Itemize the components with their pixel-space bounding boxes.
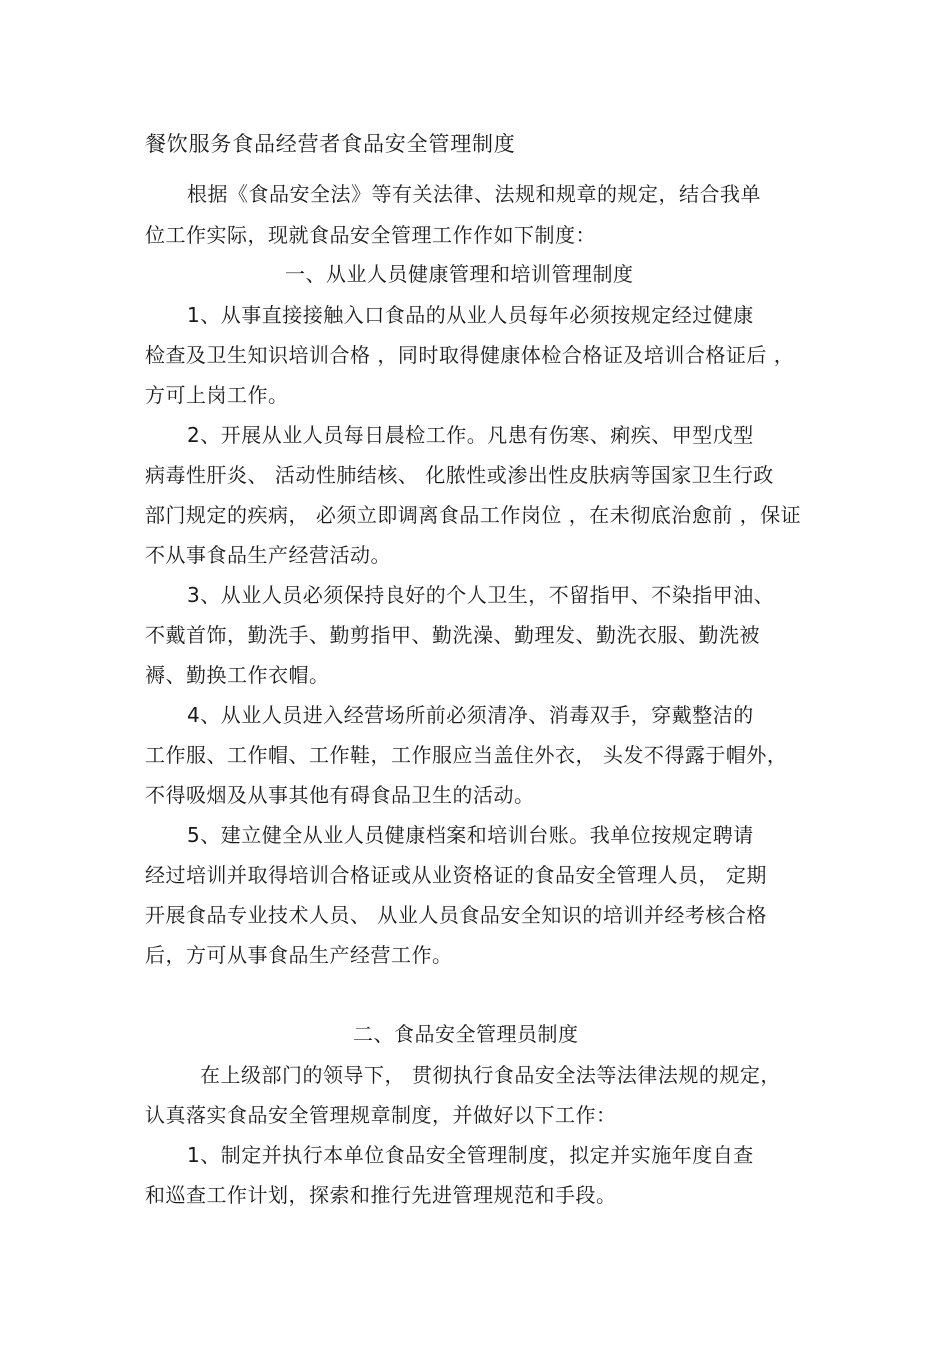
s1-item-2-line-3: 部门规定的疾病， 必须立即调离食品工作岗位 ，在未彻底治愈前 ，保证 — [145, 503, 802, 527]
s1-item-1-line-3: 方可上岗工作。 — [145, 383, 289, 407]
s1-item-4-line-1: 4、从业人员进入经营场所前必须清净、消毒双手，穿戴整洁的 — [187, 703, 754, 727]
s1-item-4-line-2: 工作服、工作帽、工作鞋，工作服应当盖住外衣， 头发不得露于帽外， — [145, 743, 788, 767]
s1-item-2-line-1: 2、开展从业人员每日晨检工作。凡患有伤寒、痢疾、甲型戊型 — [187, 423, 754, 447]
s2-intro-line-2: 认真落实食品安全管理规章制度，并做好以下工作： — [145, 1103, 617, 1127]
s1-item-1-line-1: 1、从事直接接触入口食品的从业人员每年必须按规定经过健康 — [187, 303, 754, 327]
intro-line-2: 位工作实际，现就食品安全管理工作作如下制度： — [145, 223, 596, 247]
s1-item-3-line-1: 3、从业人员必须保持良好的个人卫生，不留指甲、不染指甲油、 — [187, 583, 775, 607]
s1-item-5-line-4: 后，方可从事食品生产经营工作。 — [145, 943, 453, 967]
section-1-heading: 一、从业人员健康管理和培训管理制度 — [285, 262, 634, 286]
intro-line-1: 根据《食品安全法》等有关法律、法规和规章的规定，结合我单 — [187, 182, 761, 206]
s2-item-1-line-2: 和巡查工作计划，探索和推行先进管理规范和手段。 — [145, 1183, 617, 1207]
s1-item-5-line-1: 5、建立健全从业人员健康档案和培训台账。我单位按规定聘请 — [187, 823, 754, 847]
section-2-heading: 二、食品安全管理员制度 — [353, 1022, 579, 1046]
s1-item-2-line-4: 不从事食品生产经营活动。 — [145, 543, 391, 567]
s1-item-5-line-3: 开展食品专业技术人员、 从业人员食品安全知识的培训并经考核合格 — [145, 903, 767, 927]
s2-item-1-line-1: 1、制定并执行本单位食品安全管理制度，拟定并实施年度自查 — [187, 1143, 754, 1167]
s1-item-3-line-2: 不戴首饰，勤洗手、勤剪指甲、勤洗澡、勤理发、勤洗衣服、勤洗被 — [145, 623, 760, 647]
s1-item-2-line-2: 病毒性肝炎、 活动性肺结核、 化脓性或渗出性皮肤病等国家卫生行政 — [145, 463, 774, 487]
document-title: 餐饮服务食品经营者食品安全管理制度 — [145, 132, 516, 156]
s1-item-5-line-2: 经过培训并取得培训合格证或从业资格证的食品安全管理人员， 定期 — [145, 863, 767, 887]
s2-intro-line-1: 在上级部门的领导下， 贯彻执行食品安全法等法律法规的规定， — [200, 1063, 781, 1087]
s1-item-3-line-3: 褥、勤换工作衣帽。 — [145, 663, 330, 687]
s1-item-4-line-3: 不得吸烟及从事其他有碍食品卫生的活动。 — [145, 783, 535, 807]
s1-item-1-line-2: 检查及卫生知识培训合格 ，同时取得健康体检合格证及培训合格证后 ， — [145, 343, 795, 367]
